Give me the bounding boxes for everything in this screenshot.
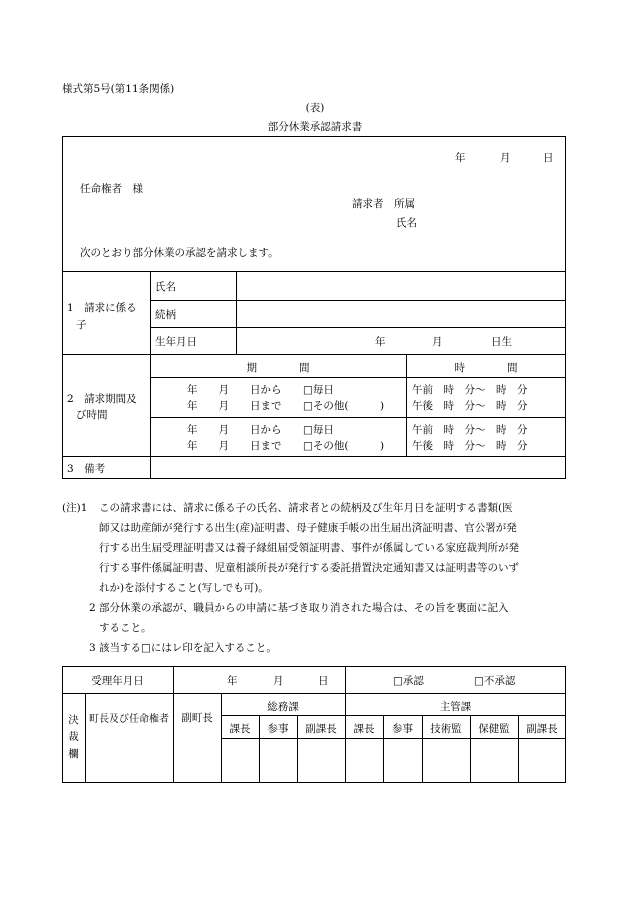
time-am: 午前 時 分～ 時 分: [412, 384, 528, 396]
sup-col-technical: 技術監: [430, 723, 462, 735]
period-header: 期 間: [246, 362, 310, 374]
divider: [150, 271, 151, 479]
divider: [236, 271, 237, 354]
period-to: 年 月 日まで: [187, 400, 282, 412]
note-3-line: 該当する□にはレ印を記入すること。: [99, 642, 277, 654]
note-1-line: この請求書には、請求に係る子の氏名、請求者との続柄及び生年月日を証明する書類(医: [99, 502, 513, 514]
sup-col-chief: 課長: [353, 723, 375, 735]
received-year: 年: [227, 675, 238, 687]
requester-name: 氏名: [396, 217, 417, 229]
note-1-line: 行する出生届受理証明書又は養子縁組届受領証明書、事件が係属している家庭裁判所が発: [99, 542, 519, 554]
note-1-line: れか)を添付すること(写しでも可)。: [99, 582, 269, 594]
general-affairs-label: 総務課: [267, 701, 299, 713]
period-from: 年 月 日から: [187, 384, 282, 396]
section3-label: 3 備考: [67, 463, 106, 475]
approve-option: □承認: [393, 675, 424, 687]
deputy-mayor-label: 副町長: [181, 712, 213, 724]
notes: [62, 498, 572, 658]
requester-affiliation: 請求者 所属: [352, 198, 415, 210]
mayor-label: 町長及び任命権者: [89, 714, 169, 725]
note-1-prefix: (注)1: [62, 502, 88, 514]
section2-label-cont: び時間: [76, 409, 108, 421]
divider: [150, 377, 566, 378]
divider: [150, 327, 566, 328]
decision-column-label: [62, 712, 85, 763]
ga-col-deputy-chief: 副課長: [305, 723, 337, 735]
child-relation-label: 続柄: [155, 309, 176, 321]
option-other: □その他( ): [303, 400, 385, 412]
sup-col-deputy-chief: 副課長: [526, 723, 558, 735]
birth-month: 月: [432, 336, 443, 348]
note-3-prefix: 3: [89, 642, 96, 654]
note-2-line: すること。: [99, 622, 152, 634]
time-header: 時 間: [454, 362, 518, 374]
date-day: 日: [543, 152, 554, 164]
note-1: [62, 498, 572, 598]
form-number: 様式第5号(第11条関係): [62, 83, 175, 95]
received-month: 月: [273, 675, 284, 687]
time-pm: 午後 時 分～ 時 分: [412, 440, 528, 452]
page-title: 部分休業承認請求書: [267, 121, 363, 133]
date-month: 月: [500, 152, 511, 164]
note-2-line: 部分休業の承認が、職員からの申請に基づき取り消された場合は、その旨を裏面に記入: [99, 602, 509, 614]
sup-col-health: 保健監: [478, 723, 510, 735]
sup-col-councilor: 参事: [392, 723, 413, 735]
received-day: 日: [318, 675, 329, 687]
ga-col-chief: 課長: [229, 723, 251, 735]
time-am: 午前 時 分～ 時 分: [412, 424, 528, 436]
option-other: □その他( ): [303, 440, 385, 452]
divider: [221, 715, 566, 716]
divider: [221, 738, 566, 739]
child-birth-label: 生年月日: [155, 336, 197, 348]
option-daily: □毎日: [303, 384, 334, 396]
section1-label: 1 請求に係る: [67, 302, 137, 314]
label-char: 裁: [68, 731, 79, 743]
note-2-prefix: 2: [89, 602, 96, 614]
supervising-label: 主管課: [439, 701, 472, 713]
time-pm: 午後 時 分～ 時 分: [412, 400, 528, 412]
note-2: [62, 598, 572, 638]
addressee: 任命権者 様: [80, 183, 143, 195]
divider: [62, 456, 566, 457]
section1-label-cont: 子: [76, 319, 87, 331]
side-label: (表): [305, 102, 325, 114]
divider: [62, 693, 566, 694]
reject-option: □不承認: [474, 675, 516, 687]
birth-year: 年: [375, 336, 386, 348]
note-1-line: 行する事件係属証明書、児童相談所長が発行する委託措置決定通知書又は証明書等のいず: [99, 562, 519, 574]
divider: [150, 417, 566, 418]
option-daily: □毎日: [303, 424, 334, 436]
period-from: 年 月 日から: [187, 424, 282, 436]
section2-label: 2 請求期間及: [67, 393, 137, 405]
date-year: 年: [455, 152, 466, 164]
note-3: [62, 638, 572, 658]
note-1-line: 師又は助産師が発行する出生(産)証明書、母子健康手帳の出生届出済証明書、官公署が発: [99, 522, 517, 534]
ga-col-councilor: 参事: [267, 723, 289, 735]
received-date-label: 受理年月日: [91, 675, 144, 687]
divider: [62, 354, 566, 355]
divider: [62, 271, 566, 272]
period-to: 年 月 日まで: [187, 440, 282, 452]
child-name-label: 氏名: [155, 281, 176, 293]
divider: [150, 300, 566, 301]
intro-text: 次のとおり部分休業の承認を請求します。: [80, 247, 279, 259]
birth-day: 日生: [491, 336, 512, 348]
label-char: 決: [68, 714, 79, 726]
label-char: 欄: [68, 748, 79, 760]
divider: [85, 693, 86, 783]
